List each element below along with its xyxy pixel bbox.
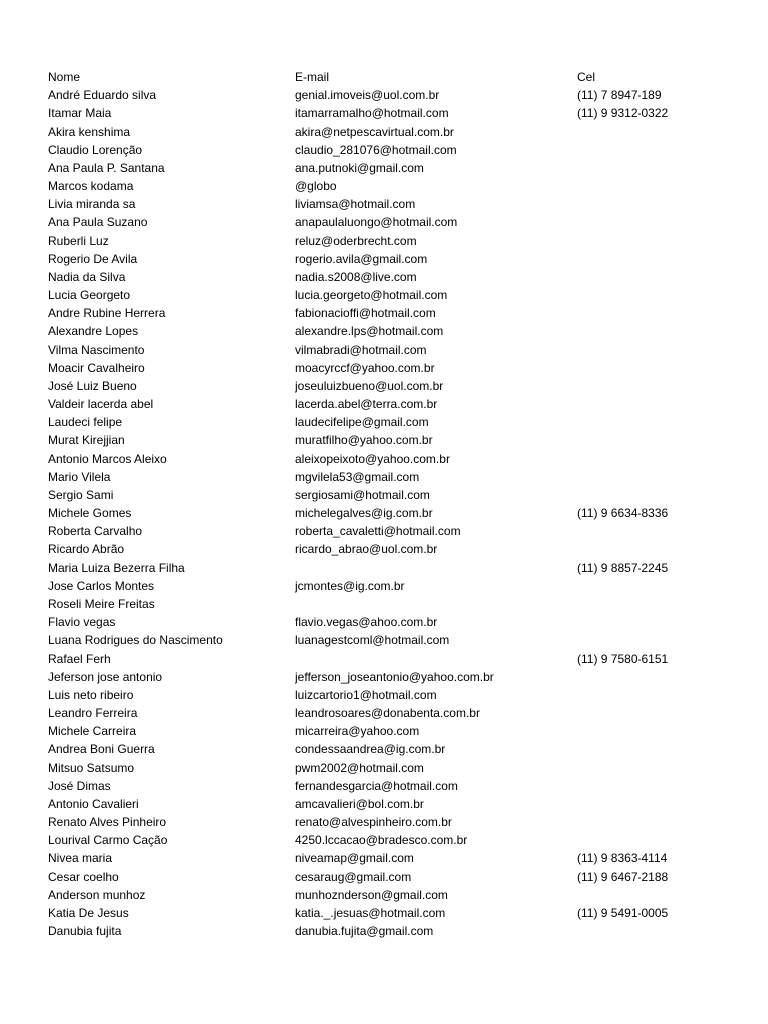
contact-cel (577, 522, 728, 540)
contact-cel (577, 759, 728, 777)
table-row (48, 777, 728, 795)
contact-name: Luis neto ribeiro (48, 687, 134, 702)
contact-name: Antonio Marcos Aleixo (48, 451, 167, 466)
contact-name: Leandro Ferreira (48, 706, 138, 721)
contact-email: anapaulaluongo@hotmail.com (295, 215, 458, 230)
table-row (48, 522, 728, 540)
contact-cel (577, 141, 728, 159)
contact-email: jefferson_joseantonio@yahoo.com.br (295, 669, 494, 684)
table-row (48, 886, 728, 904)
contact-name: Rogerio De Avila (48, 251, 138, 266)
contact-name: José Luiz Bueno (48, 378, 137, 393)
contact-email: sergiosami@hotmail.com (295, 487, 430, 502)
table-row (48, 849, 728, 867)
table-row (48, 213, 728, 231)
table-row (48, 686, 728, 704)
contact-name: Luana Rodrigues do Nascimento (48, 633, 223, 648)
contact-cel (577, 195, 728, 213)
contact-email: niveamap@gmail.com (295, 851, 414, 866)
contact-cel (577, 123, 728, 141)
contact-email: munhoznderson@gmail.com (295, 887, 448, 902)
contact-email: mgvilela53@gmail.com (295, 469, 420, 484)
table-row (48, 431, 728, 449)
contact-name: Ana Paula Suzano (48, 215, 148, 230)
contact-email: lucia.georgeto@hotmail.com (295, 288, 448, 303)
table-row (48, 540, 728, 558)
contact-email: roberta_cavaletti@hotmail.com (295, 524, 461, 539)
contact-email: pwm2002@hotmail.com (295, 760, 424, 775)
table-row (48, 359, 728, 377)
contact-cel (577, 831, 728, 849)
contact-email: fabionacioffi@hotmail.com (295, 306, 436, 321)
table-row (48, 450, 728, 468)
contact-name: Sergio Sami (48, 487, 114, 502)
contact-name: Murat Kirejjian (48, 433, 125, 448)
header-cel: Cel (577, 70, 596, 84)
table-row (48, 250, 728, 268)
contact-name: Andrea Boni Guerra (48, 742, 155, 757)
contact-cel (577, 304, 728, 322)
contact-cel (577, 286, 728, 304)
table-row (48, 631, 728, 649)
table-row (48, 232, 728, 250)
table-row (48, 395, 728, 413)
contact-cel (577, 740, 728, 758)
contact-cel: (11) 9 7580-6151 (577, 651, 669, 666)
contact-email: aleixopeixoto@yahoo.com.br (295, 451, 450, 466)
contact-cel (577, 886, 728, 904)
contact-cel (577, 177, 728, 195)
contacts-table (48, 68, 728, 940)
contact-email: laudecifelipe@gmail.com (295, 415, 429, 430)
table-row (48, 486, 728, 504)
table-row (48, 668, 728, 686)
table-row (48, 159, 728, 177)
contact-email: condessaandrea@ig.com.br (295, 742, 446, 757)
contact-email: fernandesgarcia@hotmail.com (295, 778, 458, 793)
table-row (48, 195, 728, 213)
table-row (48, 722, 728, 740)
contact-cel (577, 795, 728, 813)
table-row (48, 759, 728, 777)
table-row (48, 922, 728, 940)
contact-email (295, 595, 577, 613)
table-row (48, 268, 728, 286)
contact-name: Flavio vegas (48, 615, 116, 630)
contact-email: jcmontes@ig.com.br (295, 578, 405, 593)
contact-email: amcavalieri@bol.com.br (295, 796, 424, 811)
table-row (48, 831, 728, 849)
contact-name: Ana Paula P. Santana (48, 160, 165, 175)
contact-email: renato@alvespinheiro.com.br (295, 815, 452, 830)
table-row (48, 595, 728, 613)
contact-name: Nivea maria (48, 851, 113, 866)
contact-name: Ruberli Luz (48, 233, 109, 248)
table-row (48, 904, 728, 922)
header-name: Nome (48, 70, 81, 84)
contact-name: Jose Carlos Montes (48, 578, 155, 593)
contact-cel (577, 395, 728, 413)
contact-name: Andre Rubine Herrera (48, 306, 166, 321)
table-row (48, 413, 728, 431)
contact-email: @globo (295, 179, 337, 194)
contact-name: Michele Gomes (48, 506, 132, 521)
contact-name: Katia De Jesus (48, 905, 129, 920)
contact-cel (577, 322, 728, 340)
contact-cel: (11) 9 8363-4114 (577, 851, 668, 866)
contact-name: Laudeci felipe (48, 415, 123, 430)
contact-cel (577, 486, 728, 504)
contact-name: Antonio Cavalieri (48, 796, 139, 811)
contact-rows (48, 86, 728, 940)
contact-cel (577, 686, 728, 704)
contact-name: Ricardo Abrão (48, 542, 125, 557)
header-email: E-mail (295, 70, 330, 84)
contact-cel (577, 813, 728, 831)
contact-cel (577, 213, 728, 231)
contact-cel (577, 922, 728, 940)
contact-name: Cesar coelho (48, 869, 119, 884)
contact-name: Michele Carreira (48, 724, 137, 739)
table-row (48, 286, 728, 304)
contact-email: katia._.jesuas@hotmail.com (295, 905, 446, 920)
table-row (48, 504, 728, 522)
contact-name: Anderson munhoz (48, 887, 146, 902)
contact-name: Vilma Nascimento (48, 342, 145, 357)
contact-name: Livia miranda sa (48, 197, 136, 212)
contact-name: Rafael Ferh (48, 651, 111, 666)
contact-name: Lucia Georgeto (48, 288, 131, 303)
contact-email: moacyrccf@yahoo.com.br (295, 360, 435, 375)
contact-email: ana.putnoki@gmail.com (295, 160, 424, 175)
contact-cel (577, 413, 728, 431)
contact-name: Roseli Meire Freitas (48, 596, 155, 611)
contact-email: cesaraug@gmail.com (295, 869, 412, 884)
table-row (48, 304, 728, 322)
contact-email: liviamsa@hotmail.com (295, 197, 416, 212)
contact-email: akira@netpescavirtual.com.br (295, 124, 454, 139)
contact-name: Danubia fujita (48, 924, 122, 939)
contact-email: micarreira@yahoo.com (295, 724, 420, 739)
contact-cel (577, 268, 728, 286)
contact-cel (577, 431, 728, 449)
contact-name: Jeferson jose antonio (48, 669, 163, 684)
contact-name: Maria Luiza Bezerra Filha (48, 560, 185, 575)
table-row (48, 740, 728, 758)
contact-cel (577, 613, 728, 631)
table-row (48, 377, 728, 395)
table-row (48, 104, 728, 122)
contact-email: nadia.s2008@live.com (295, 269, 417, 284)
contact-name: Alexandre Lopes (48, 324, 139, 339)
table-row (48, 468, 728, 486)
contact-cel (577, 450, 728, 468)
contact-name: Mario Vilela (48, 469, 111, 484)
contact-name: André Eduardo silva (48, 88, 157, 103)
contact-cel (577, 631, 728, 649)
contact-name: Itamar Maia (48, 106, 112, 121)
contact-name: Claudio Lorenção (48, 142, 143, 157)
contact-cel (577, 377, 728, 395)
contact-cel (577, 540, 728, 558)
contact-email: ricardo_abrao@uol.com.br (295, 542, 438, 557)
contact-cel (577, 250, 728, 268)
table-row (48, 868, 728, 886)
table-row (48, 650, 728, 668)
contact-cel (577, 341, 728, 359)
contact-name: Renato Alves Pinheiro (48, 815, 167, 830)
table-row (48, 613, 728, 631)
contact-email: itamarramalho@hotmail.com (295, 106, 449, 121)
contact-email (295, 650, 577, 668)
header-row (48, 68, 728, 86)
contact-email: muratfilho@yahoo.com.br (295, 433, 433, 448)
contact-email (295, 559, 577, 577)
contact-name: Mitsuo Satsumo (48, 760, 135, 775)
contact-email: joseuluizbueno@uol.com.br (295, 378, 444, 393)
contact-cel (577, 595, 728, 613)
contact-cel: (11) 9 6467-2188 (577, 869, 669, 884)
contact-email: alexandre.lps@hotmail.com (295, 324, 444, 339)
contact-name: Marcos kodama (48, 179, 134, 194)
contact-name: Nadia da Silva (48, 269, 126, 284)
contact-name: Valdeir lacerda abel (48, 397, 154, 412)
contact-email: vilmabradi@hotmail.com (295, 342, 427, 357)
contact-email: genial.imoveis@uol.com.br (295, 88, 440, 103)
contact-cel: (11) 9 5491-0005 (577, 905, 669, 920)
contact-name: Lourival Carmo Cação (48, 833, 168, 848)
contact-name: Akira kenshima (48, 124, 131, 139)
contact-email: reluz@oderbrecht.com (295, 233, 417, 248)
contact-name: Moacir Cavalheiro (48, 360, 145, 375)
contact-name: Roberta Carvalho (48, 524, 143, 539)
contact-cel (577, 704, 728, 722)
table-row (48, 577, 728, 595)
contact-cel (577, 159, 728, 177)
contact-cel: (11) 9 9312-0322 (577, 106, 669, 121)
contact-email: danubia.fujita@gmail.com (295, 924, 434, 939)
contact-cel (577, 232, 728, 250)
contact-email: 4250.lccacao@bradesco.com.br (295, 833, 468, 848)
contact-email: lacerda.abel@terra.com.br (295, 397, 438, 412)
table-row (48, 177, 728, 195)
contact-email: flavio.vegas@ahoo.com.br (295, 615, 438, 630)
contact-email: luizcartorio1@hotmail.com (295, 687, 437, 702)
table-row (48, 813, 728, 831)
contact-cel (577, 777, 728, 795)
contact-name: José Dimas (48, 778, 111, 793)
contact-cel (577, 577, 728, 595)
contact-cel (577, 722, 728, 740)
table-row (48, 86, 728, 104)
contact-email: luanagestcoml@hotmail.com (295, 633, 450, 648)
table-row (48, 141, 728, 159)
contact-cel: (11) 9 8857-2245 (577, 560, 669, 575)
table-row (48, 795, 728, 813)
contact-email: claudio_281076@hotmail.com (295, 142, 457, 157)
contact-email: rogerio.avila@gmail.com (295, 251, 428, 266)
table-row (48, 322, 728, 340)
contact-cel (577, 359, 728, 377)
table-row (48, 704, 728, 722)
table-row (48, 559, 728, 577)
contact-cel: (11) 9 6634-8336 (577, 506, 669, 521)
table-row (48, 123, 728, 141)
contact-cel (577, 468, 728, 486)
contact-email: michelegalves@ig.com.br (295, 506, 433, 521)
contact-cel: (11) 7 8947-189 (577, 88, 662, 103)
table-row (48, 341, 728, 359)
contact-email: leandrosoares@donabenta.com.br (295, 706, 480, 721)
contact-cel (577, 668, 728, 686)
